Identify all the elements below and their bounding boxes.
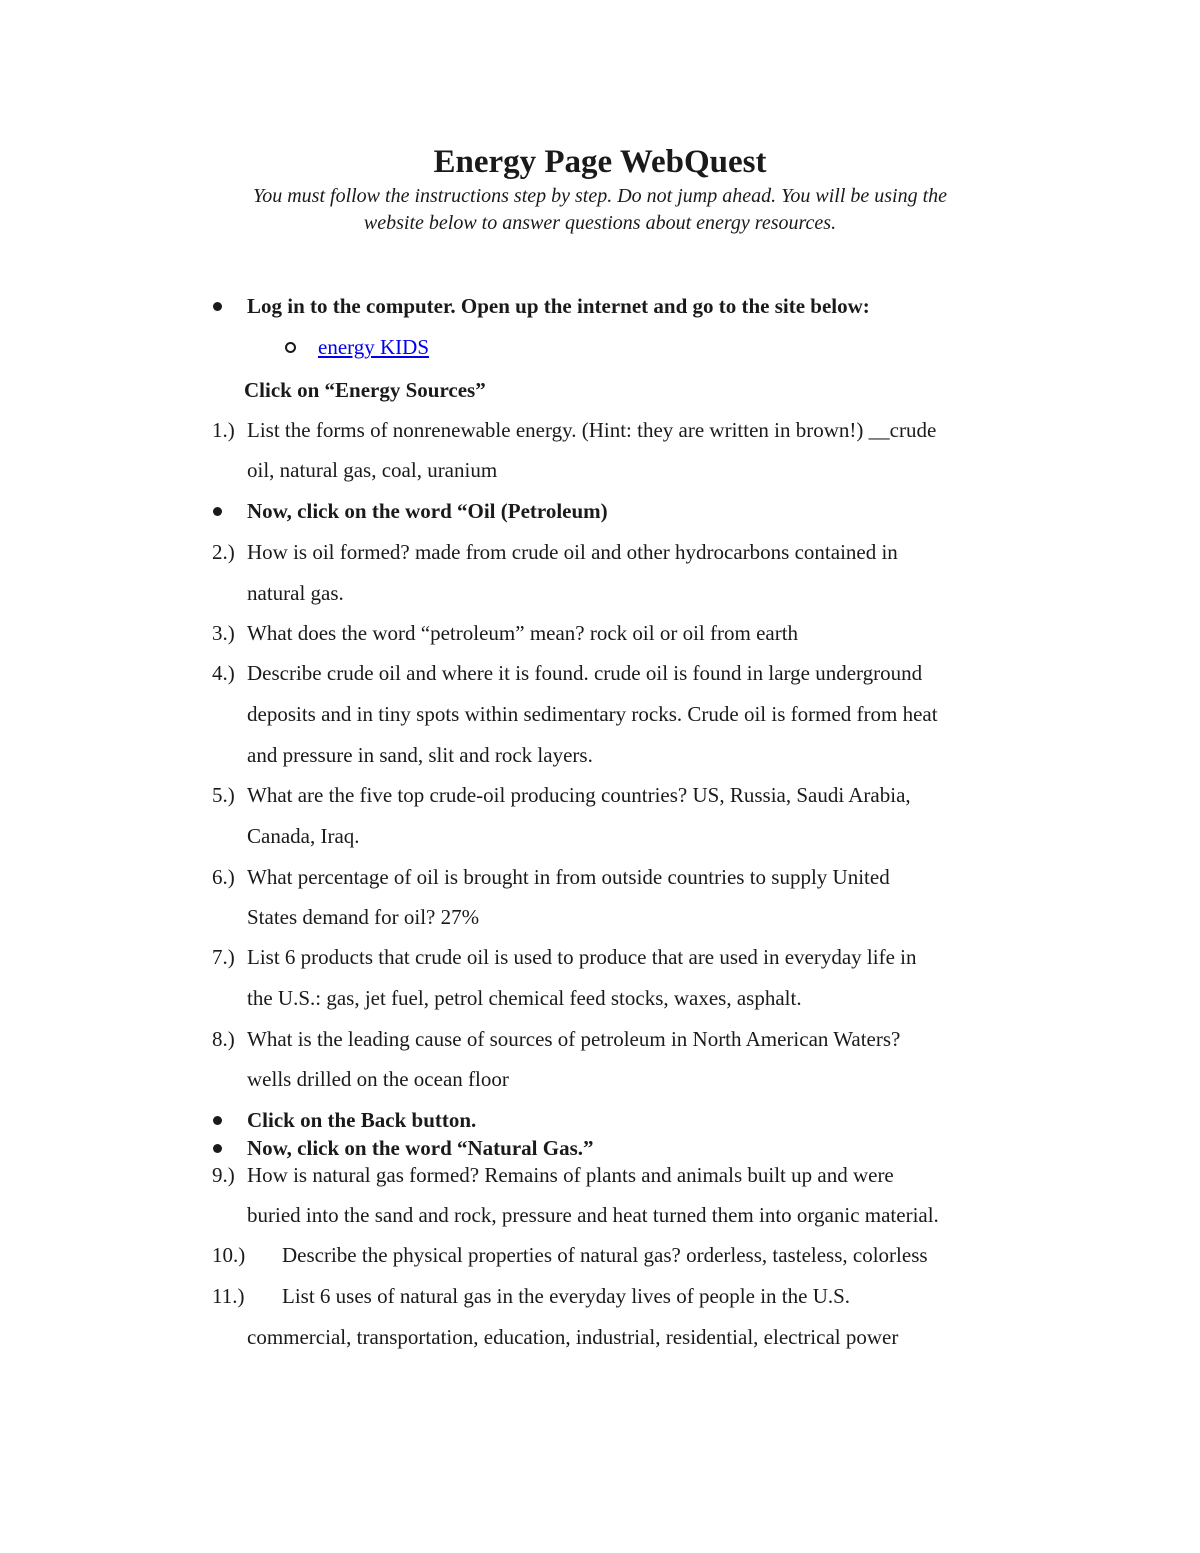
question-5-line-1: What are the five top crude-oil producing countries? US, Russia, Saudi Arabia,	[247, 783, 911, 807]
question-8-line-1: What is the leading cause of sources of petroleum in North American Waters?	[247, 1027, 901, 1051]
question-9-line-1: How is natural gas formed? Remains of plants and animals built up and were	[247, 1163, 894, 1187]
step-click-sources: Click on “Energy Sources”	[244, 378, 486, 402]
question-2-line-1: How is oil formed? made from crude oil and other hydrocarbons contained in	[247, 540, 898, 564]
question-6-line-1: What percentage of oil is brought in from outside countries to supply United	[247, 865, 890, 889]
question-number: 1.)	[212, 418, 235, 442]
bullet-icon	[213, 302, 222, 311]
step-back: Click on the Back button.	[247, 1108, 477, 1132]
question-4-line-1: Describe crude oil and where it is found. crude oil is found in large underground	[247, 661, 923, 685]
question-number: 3.)	[212, 621, 235, 645]
question-number: 7.)	[212, 945, 235, 969]
question-1-line-2: oil, natural gas, coal, uranium	[247, 458, 498, 482]
step-login: Log in to the computer. Open up the internet and go to the site below:	[247, 294, 870, 318]
question-5-line-2: Canada, Iraq.	[247, 824, 360, 848]
question-number: 9.)	[212, 1163, 235, 1187]
question-number: 10.)	[212, 1243, 246, 1267]
bullet-icon	[213, 1116, 222, 1125]
instructions-subtitle	[150, 183, 1050, 237]
subtitle-line-2: website below to answer questions about energy resources.	[363, 212, 837, 234]
question-6-line-2: States demand for oil? 27%	[247, 905, 480, 929]
step-click-gas: Now, click on the word “Natural Gas.”	[247, 1136, 594, 1160]
bullet-icon	[213, 1144, 222, 1153]
question-1-line-1: List the forms of nonrenewable energy. (Hint: they are written in brown!) __crude	[247, 418, 937, 442]
question-number: 5.)	[212, 783, 235, 807]
question-number: 8.)	[212, 1027, 235, 1051]
question-4-line-3: and pressure in sand, slit and rock layers.	[247, 743, 593, 767]
bullet-icon	[213, 507, 222, 516]
subtitle-line-1: You must follow the instructions step by step. Do not jump ahead. You will be using the	[252, 185, 948, 207]
question-number: 2.)	[212, 540, 235, 564]
question-3-line-1: What does the word “petroleum” mean? rock oil or oil from earth	[247, 621, 799, 645]
question-11-line-2: commercial, transportation, education, industrial, residential, electrical power	[247, 1325, 899, 1349]
question-10-line-1: Describe the physical properties of natural gas? orderless, tasteless, colorless	[282, 1243, 928, 1267]
question-7-line-2: the U.S.: gas, jet fuel, petrol chemical feed stocks, waxes, asphalt.	[247, 986, 802, 1010]
question-4-line-2: deposits and in tiny spots within sedimentary rocks. Crude oil is formed from heat	[247, 702, 938, 726]
question-number: 4.)	[212, 661, 235, 685]
page-title: Energy Page WebQuest	[433, 144, 767, 180]
question-number: 11.)	[212, 1284, 245, 1308]
question-number: 6.)	[212, 865, 235, 889]
step-click-oil: Now, click on the word “Oil (Petroleum)	[247, 499, 608, 523]
question-8-line-2: wells drilled on the ocean floor	[247, 1067, 509, 1091]
energy-kids-link[interactable]: energy KIDS	[318, 335, 430, 359]
question-11-line-1: List 6 uses of natural gas in the everyday lives of people in the U.S.	[282, 1284, 851, 1308]
question-9-line-2: buried into the sand and rock, pressure and heat turned them into organic material.	[247, 1203, 939, 1227]
question-2-line-2: natural gas.	[247, 581, 344, 605]
hollow-bullet-icon	[285, 342, 296, 353]
question-7-line-1: List 6 products that crude oil is used to produce that are used in everyday life in	[247, 945, 917, 969]
